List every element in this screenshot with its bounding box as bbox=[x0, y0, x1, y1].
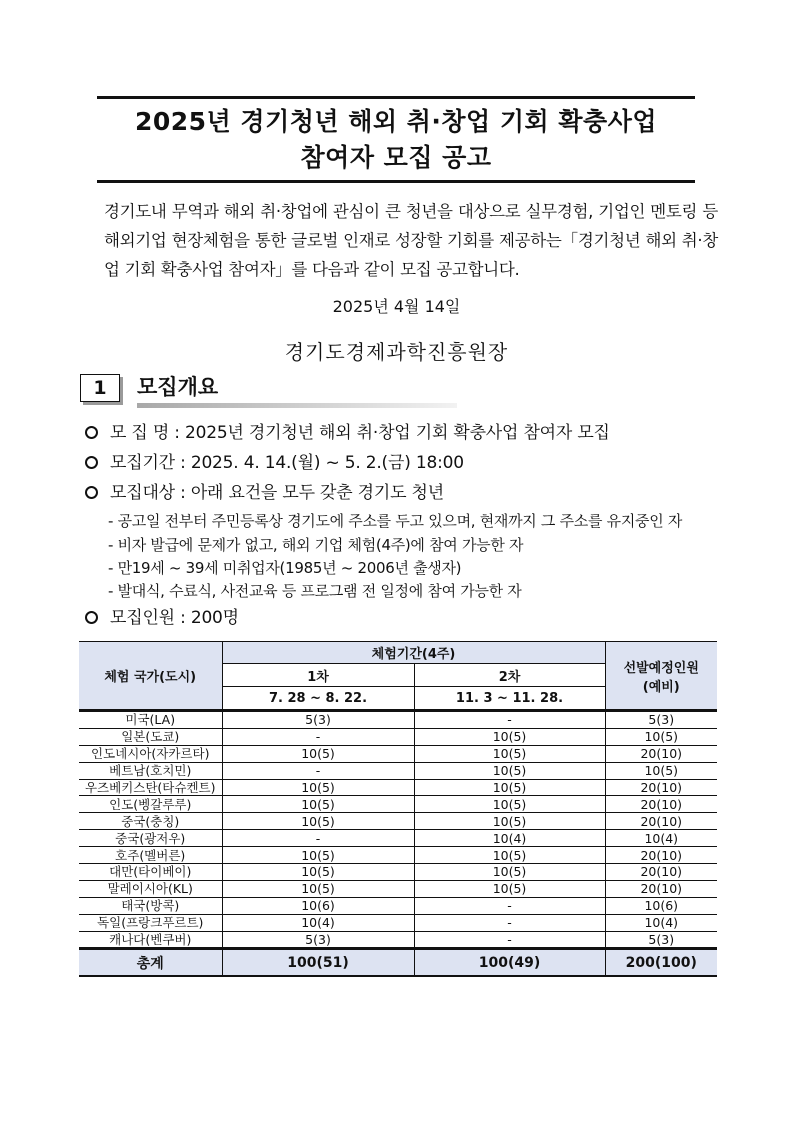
table-row: 호주(멜버른) 10(5) 10(5) 20(10) bbox=[79, 847, 717, 864]
table-row: 인도네시아(자카르타) 10(5) 10(5) 20(10) bbox=[79, 745, 717, 762]
section-underline-bar bbox=[137, 403, 457, 408]
table-row: 중국(충칭) 10(5) 10(5) 20(10) bbox=[79, 813, 717, 830]
title-line-1: 2025년 경기청년 해외 취·창업 기회 확충사업 bbox=[135, 107, 657, 136]
requirement-1: - 공고일 전부터 주민등록상 경기도에 주소를 두고 있으며, 현재까지 그 주소를 유지중인 자 bbox=[108, 512, 683, 530]
table-row: 대만(타이베이) 10(5) 10(5) 20(10) bbox=[79, 864, 717, 881]
intro-paragraph: 경기도내 무역과 해외 취·창업에 관심이 큰 청년을 대상으로 실무경험, 기업인 멘토링 등 해외기업 현장체험을 통한 글로벌 인재로 성장할 기회를 제공하는「경기청년 해외 취·창업 기회 확충사업 참여자」를 다음과 같이 모집 공고합니다. bbox=[104, 202, 718, 279]
header-round-1-dates: 7. 28 ~ 8. 22. bbox=[222, 687, 414, 711]
requirement-2: - 비자 발급에 문제가 없고, 해외 기업 체험(4주)에 참여 가능한 자 bbox=[108, 536, 524, 554]
requirement-3: - 만19세 ~ 39세 미취업자(1985년 ~ 2006년 출생자) bbox=[108, 559, 462, 577]
header-period: 체험기간(4주) bbox=[222, 642, 605, 664]
organization-name: 경기도경제과학진흥원장 bbox=[284, 340, 509, 364]
table-row: 인도(벵갈루루) 10(5) 10(5) 20(10) bbox=[79, 796, 717, 813]
circle-bullet-icon bbox=[85, 426, 98, 439]
table-total-row: 총계 100(51) 100(49) 200(100) bbox=[79, 949, 717, 977]
table-row: 중국(광저우) - 10(4) 10(4) bbox=[79, 830, 717, 847]
document-title bbox=[97, 104, 695, 176]
header-round-2: 2차 bbox=[414, 664, 605, 687]
header-round-1: 1차 bbox=[222, 664, 414, 687]
recruitment-table bbox=[79, 641, 717, 977]
circle-bullet-icon bbox=[85, 611, 98, 624]
header-planned: 선발예정인원 (예비) bbox=[605, 642, 717, 711]
item-recruitment-name: 모 집 명 : 2025년 경기청년 해외 취·창업 기회 확충사업 참여자 모집 bbox=[85, 421, 610, 445]
circle-bullet-icon bbox=[85, 456, 98, 469]
title-rule-bottom bbox=[97, 180, 695, 183]
table-row: 태국(방콕) 10(6) - 10(6) bbox=[79, 897, 717, 914]
table-row: 독일(프랑크푸르트) 10(4) - 10(4) bbox=[79, 914, 717, 931]
table-row: 미국(LA) 5(3) - 5(3) bbox=[79, 711, 717, 729]
section-number-box: 1 bbox=[80, 374, 120, 402]
table-row: 베트남(호치민) - 10(5) 10(5) bbox=[79, 762, 717, 779]
title-rule-top bbox=[97, 96, 695, 99]
item-headcount: 모집인원 : 200명 bbox=[85, 606, 239, 630]
requirement-4: - 발대식, 수료식, 사전교육 등 프로그램 전 일정에 참여 가능한 자 bbox=[108, 582, 522, 600]
header-round-2-dates: 11. 3 ~ 11. 28. bbox=[414, 687, 605, 711]
item-recruitment-period: 모집기간 : 2025. 4. 14.(월) ~ 5. 2.(금) 18:00 bbox=[85, 451, 464, 475]
section-title: 모집개요 bbox=[137, 375, 219, 399]
title-line-2: 참여자 모집 공고 bbox=[300, 143, 492, 172]
circle-bullet-icon bbox=[85, 486, 98, 499]
table-row: 캐나다(벤쿠버) 5(3) - 5(3) bbox=[79, 931, 717, 949]
item-recruitment-target: 모집대상 : 아래 요건을 모두 갖춘 경기도 청년 bbox=[85, 481, 444, 505]
table-row: 우즈베키스탄(타슈켄트) 10(5) 10(5) 20(10) bbox=[79, 779, 717, 796]
table-row: 일본(도쿄) - 10(5) 10(5) bbox=[79, 728, 717, 745]
announcement-date: 2025년 4월 14일 bbox=[332, 297, 461, 316]
header-country: 체험 국가(도시) bbox=[79, 642, 222, 711]
table-row: 말레이시아(KL) 10(5) 10(5) 20(10) bbox=[79, 880, 717, 897]
